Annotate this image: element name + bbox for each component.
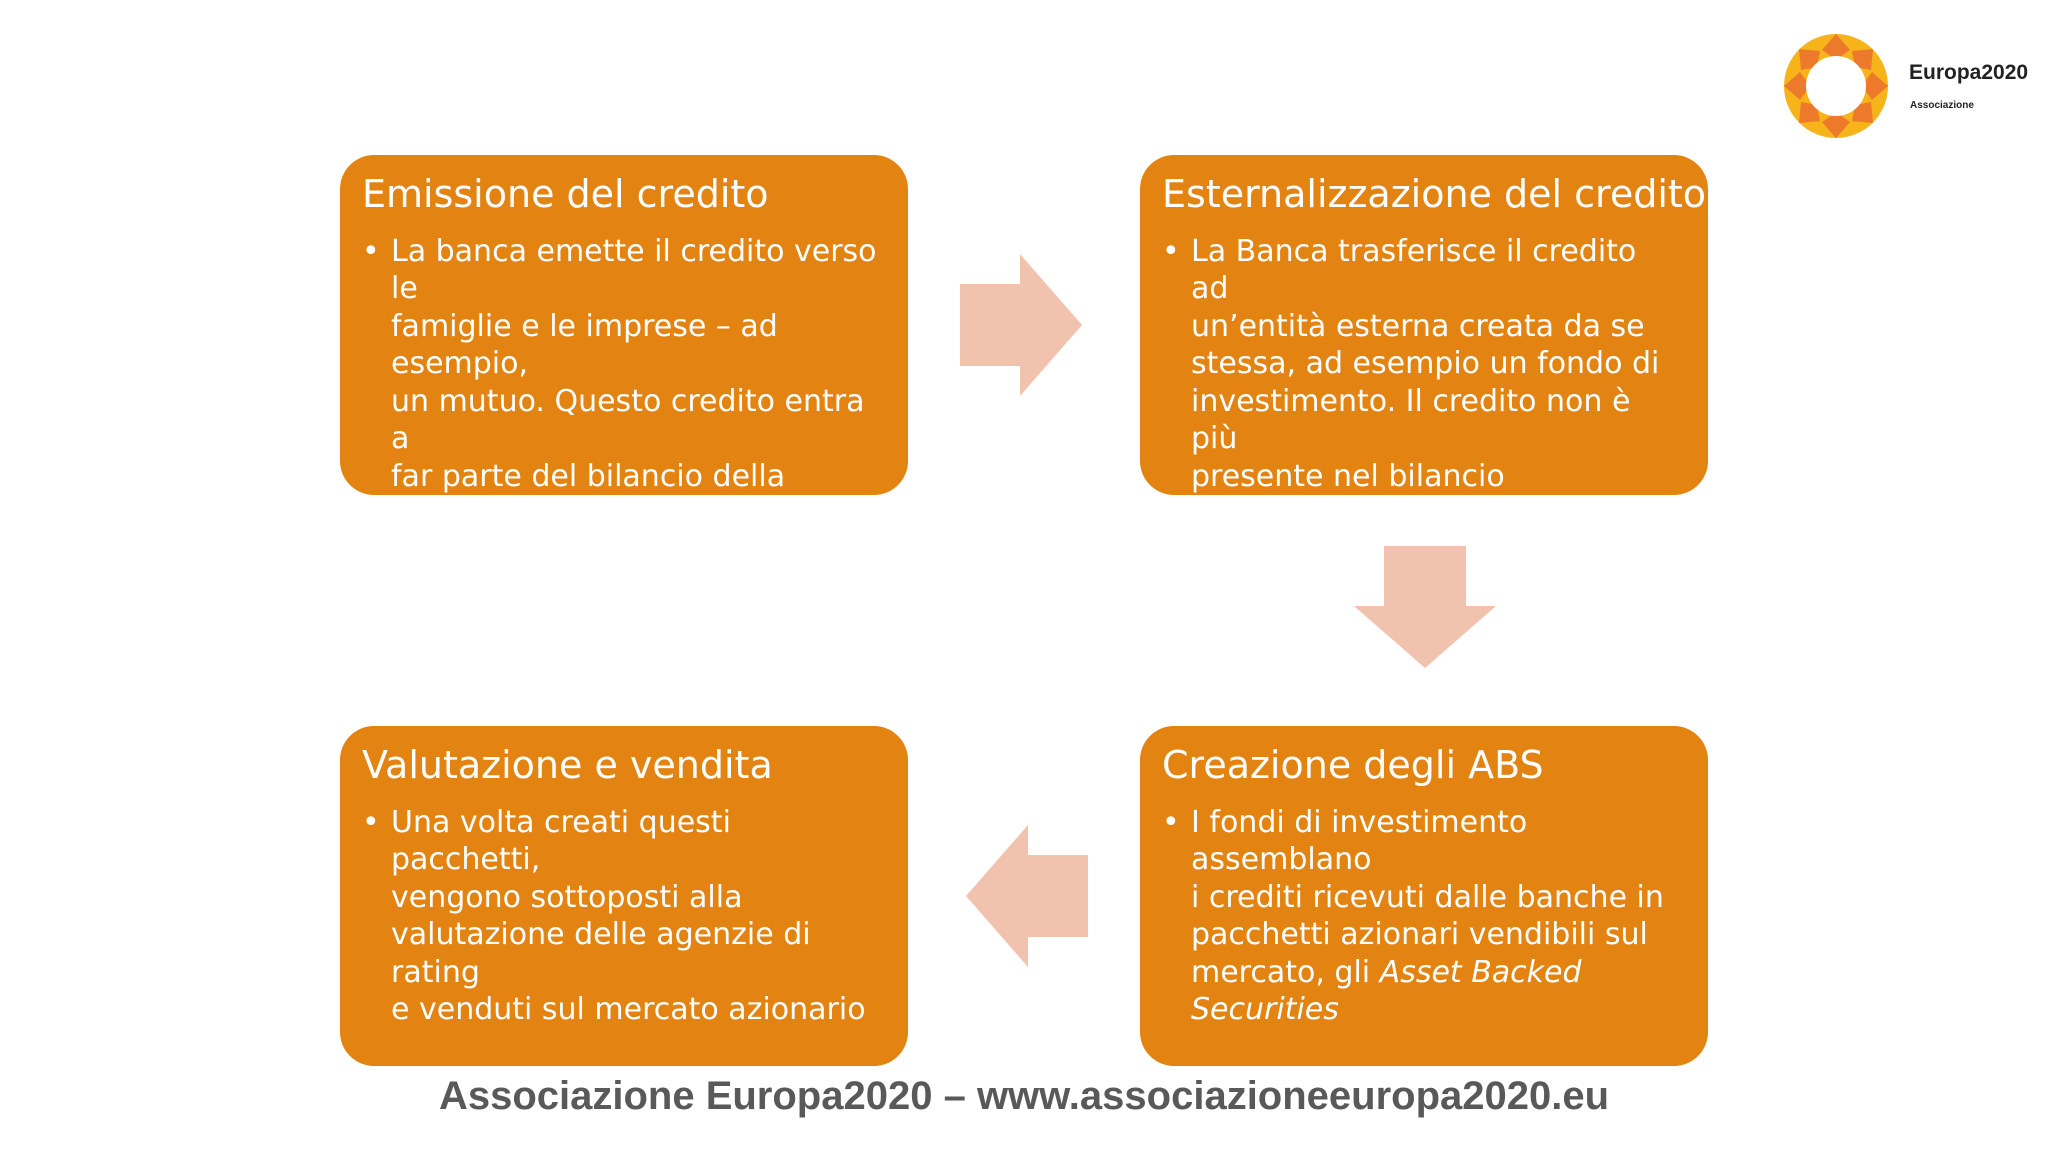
- step-box-creazione-abs: [1140, 726, 1708, 1066]
- step-text-line: vengono sottoposti alla: [391, 879, 743, 915]
- step-text-line: La Banca trasferisce il credito ad: [1191, 233, 1637, 307]
- step-text-line: investimento. Il credito non è più: [1191, 383, 1631, 457]
- step-bullet-item: [1162, 804, 1682, 1029]
- arrow-right-icon: [960, 254, 1082, 396]
- step-text-italic: Asset Backed Securities: [1191, 954, 1582, 1028]
- arrow-left-icon: [966, 825, 1088, 967]
- step-text-line: Una volta creati questi pacchetti,: [391, 804, 731, 878]
- step-title: Valutazione e vendita: [362, 743, 773, 787]
- arrow-down-icon: [1354, 546, 1496, 668]
- step-text-line: I fondi di investimento assemblano: [1191, 804, 1528, 878]
- logo-subtitle: Associazione: [1910, 100, 1974, 111]
- step-text-line: stessa, ad esempio un fondo di: [1191, 346, 1660, 382]
- step-text-line: i crediti ricevuti dalle banche in: [1191, 879, 1664, 915]
- step-bullet-item: [362, 233, 882, 533]
- step-text-prefix: mercato, gli: [1191, 954, 1380, 990]
- step-box-valutazione: [340, 726, 908, 1066]
- step-title: Creazione degli ABS: [1162, 743, 1544, 787]
- step-text-line-last: [1191, 954, 1682, 1029]
- bullet-icon: •: [1162, 804, 1180, 840]
- step-title: Esternalizzazione del credito: [1162, 172, 1707, 216]
- europa2020-logo: [1780, 30, 2048, 145]
- step-text-line: famiglie e le imprese – ad esempio,: [391, 308, 778, 382]
- step-text-line: pacchetti azionari vendibili sul: [1191, 917, 1648, 953]
- step-text-line: La banca emette il credito verso le: [391, 233, 877, 307]
- step-text-line: presente nel bilancio dell’istituto.: [1191, 458, 1505, 532]
- bullet-icon: •: [362, 233, 380, 269]
- step-text-line: far parte del bilancio della banca: [391, 458, 786, 532]
- logo-name: Europa2020: [1909, 61, 2029, 84]
- step-text-line: un’entità esterna creata da se: [1191, 308, 1645, 344]
- step-box-emissione: [340, 155, 908, 532]
- step-text-line: e venduti sul mercato azionario: [391, 992, 866, 1028]
- logo-sun-icon: [1780, 30, 1892, 142]
- footer-caption: Associazione Europa2020 – www.associazioneeuropa2020.eu: [438, 1074, 1610, 1118]
- step-text-line: un mutuo. Questo credito entra a: [391, 383, 865, 457]
- step-bullet-item: [1162, 233, 1682, 533]
- step-text-line: valutazione delle agenzie di rating: [391, 917, 811, 990]
- step-box-esternalizzazione: [1140, 155, 1708, 532]
- step-bullet-item: [362, 804, 882, 1029]
- bullet-icon: •: [362, 804, 380, 840]
- step-title: Emissione del credito: [362, 172, 769, 216]
- bullet-icon: •: [1162, 233, 1180, 269]
